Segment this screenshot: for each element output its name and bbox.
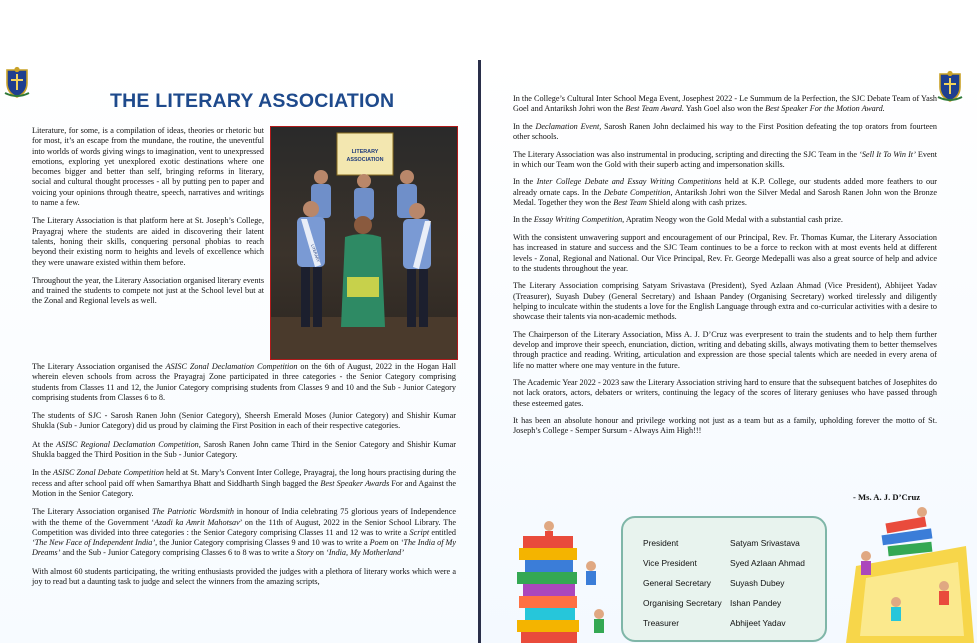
left-page: [0, 60, 478, 643]
paragraph: The Literary Association was also instrumental in producing, scripting and directing the SJC Team in the ‘Sell It To Win It’ Event in which our Team won the Gold with their superb acting and impersonation skills.: [513, 149, 937, 169]
signature: - Ms. A. J. D’Cruz: [853, 492, 921, 502]
paragraph: In the Essay Writing Competition, Apratim Neogy won the Gold Medal with a substantial cash prize.: [513, 215, 843, 225]
events-text: [32, 362, 456, 595]
paragraph: The students of SJC - Sarosh Ranen John (Senior Category), Sheersh Emerald Moses (Junior Category) and Shishir Kumar Shukla (Sub - Junior Category) did us proud by claiming the First Position in each of their respective categories.: [32, 411, 456, 431]
books-kids-illustration: [513, 496, 623, 643]
paragraph: It has been an absolute honour and privilege working not just as a team but as a family, upholding forever the motto of St. Joseph’s College - Semper Sursum - Always Aim High!!!: [513, 416, 937, 436]
paragraph: The Literary Association organised The Patriotic Wordsmith in honour of India celebrating 75 glorious years of Independence with the theme of the Government ‘Azadi ka Amrit Mahotsav’ on the 11th of August, 2022 in the Senior School Library. The Competition was divided into three categories : the Senior Category comprising Classes 11 and 12 was to write a Script entitled ‘The New Face of Independent India’, the Junior Category comprising Classes 9 and 10 was to write a Poem on ‘The India of My Dreams’ and the Sub - Junior Category comprising Classes 6 to 8 was to write a Story on ‘India, My Motherland’: [32, 507, 457, 558]
paragraph: With the consistent unwavering support and encouragement of our Principal, Rev. Fr. Thomas Kumar, the Literary Association has increased in stature and success and the SJC Team continues to be a force to reckon with at most events held at different levels - Zonal, Regional and National. Our Vice Principal, Rev. Fr. George Medepalli was also a great source of help and advice to the students throughout the year.: [513, 232, 937, 273]
paragraph: In the College’s Cultural Inter School Mega Event, Josephest 2022 - Le Summum de la Perfection, the SJC Debate Team of Yash Goel and Antariksh Johri won the Best Team Award. Yash Goel also won the Best Speaker For the Motion Award.: [513, 94, 937, 114]
paragraph: At the ASISC Regional Declamation Competition, Sarosh Ranen John came Third in the Senior Category and Shishir Kumar Shukla bagged the Third Position in the Sub - Junior Category.: [32, 439, 456, 460]
group-photo: [270, 126, 458, 360]
intro-column: [32, 126, 264, 315]
paragraph: In the Inter College Debate and Essay Writing Competitions held at K.P. College, our students added more feathers to our already ornate caps. In the Debate Competition, Antariksh Johri won the Silver Medal and Sarosh Ranen John won the Bronze Medal. Together they won the Best Team Shield along with cash prizes.: [513, 177, 938, 207]
paragraph: The Academic Year 2022 - 2023 saw the Literary Association striving hard to ensure that the subsequent batches of Josephites do not lack orators, actors, debaters or writers, continuing the legacy of the scores of literary geniuses who have passed through these esteemed gates.: [513, 378, 937, 408]
college-crest-icon: [937, 70, 963, 102]
paragraph: The Literary Association organised the ASISC Zonal Declamation Competition on the 6th of August, 2022 in the Hogan Hall wherein eleven schools from across the Prayagraj Zone participated in three categories - the Senior Category comprising students from Classes 11 and 12, the Junior Category comprising students from Classes 9 and 10 and the Sub - Junior Category comprising students from Classes 6 to 8.: [32, 362, 456, 402]
paragraph: The Chairperson of the Literary Association, Miss A. J. D’Cruz was everpresent to train the students and to help them further develop and improve their speech, enunciation, diction, writing and debating skills, always motivating them to better themselves through practice and reading. Writing, articulation and expression are those special talents which are needed in every arena of life no matter where one may venture in the future.: [513, 329, 937, 370]
sash-text: LITERARY: [310, 243, 321, 263]
right-page: [481, 60, 977, 643]
college-crest-icon: [4, 66, 30, 98]
paragraph: Literature, for some, is a compilation of ideas, theories or rhetoric but for most, it’s an escape from the mundane, the routine, the uneventful into worlds of words giving wings to imagination, vent to unexpressed emotions, exploring yet unexplored exotic destinations where one becomes bigger and better than self, bringing reforms in literary, social and cultural thought processes - all by putting pen to paper and voicing your opinions through theatre, speech, narratives and writings to name a few.: [32, 126, 264, 208]
paragraph: In the Declamation Event, Sarosh Ranen John declaimed his way to the First Position defeating the top orators from fourteen other schools.: [513, 121, 938, 142]
paragraph: The Literary Association is that platform here at St. Joseph’s College, Prayagraj where the students are aided in discovering their latent talents, honing their skills, conquering personal phobias to reach beyond their existing norm to heights and levels of excellence which they were unaware existed within them before.: [32, 216, 264, 267]
office-bearers-board: President Satyam Srivastava Vice President Syed Azlaan Ahmad General Secretary Suyash Dubey Organising Secretary Ishan Pandey Treasurer Abhijeet Yadav: [621, 516, 827, 642]
books-kids-illustration: [826, 506, 974, 643]
achievements-text: [513, 94, 937, 444]
paragraph: Throughout the year, the Literary Association organised literary events and trained the students to compete not just at the School level but at the Zonal and Regional levels as well.: [32, 275, 264, 306]
placard-text: LITERARY: [351, 149, 379, 155]
page-title: THE LITERARY ASSOCIATION: [110, 90, 395, 112]
paragraph: In the ASISC Zonal Debate Competition held at St. Mary’s Convent Inter College, Prayagraj, the long hours practising during the recess and after school paid off when Samarthya Bhatt and Siddharth Singh bagged the Best Speaker Awards For and Against the Motion in the Senior Category.: [32, 468, 456, 498]
group-photo-illustration: [271, 127, 457, 359]
magazine-spread: [0, 60, 977, 643]
svg-text:ASSOCIATION: ASSOCIATION: [346, 157, 384, 163]
paragraph: The Literary Association comprising Satyam Srivastava (President), Syed Azlaan Ahmad (Vice President), Abhijeet Yadav (Treasurer), Suyash Dubey (General Secretary) and Ishaan Pandey (Organising Secretary) worked tirelessly and diligently helping to inculcate within the students a love for the English Language through extra and co-curricular activities with a desire to showcase their talents via non-academic methods.: [513, 281, 937, 322]
paragraph: With almost 60 students participating, the writing enthusiasts provided the judges with a plethora of literary works which were a joy to read but a daunting task to judge and select the winners from the amazing scripts,: [32, 566, 456, 587]
